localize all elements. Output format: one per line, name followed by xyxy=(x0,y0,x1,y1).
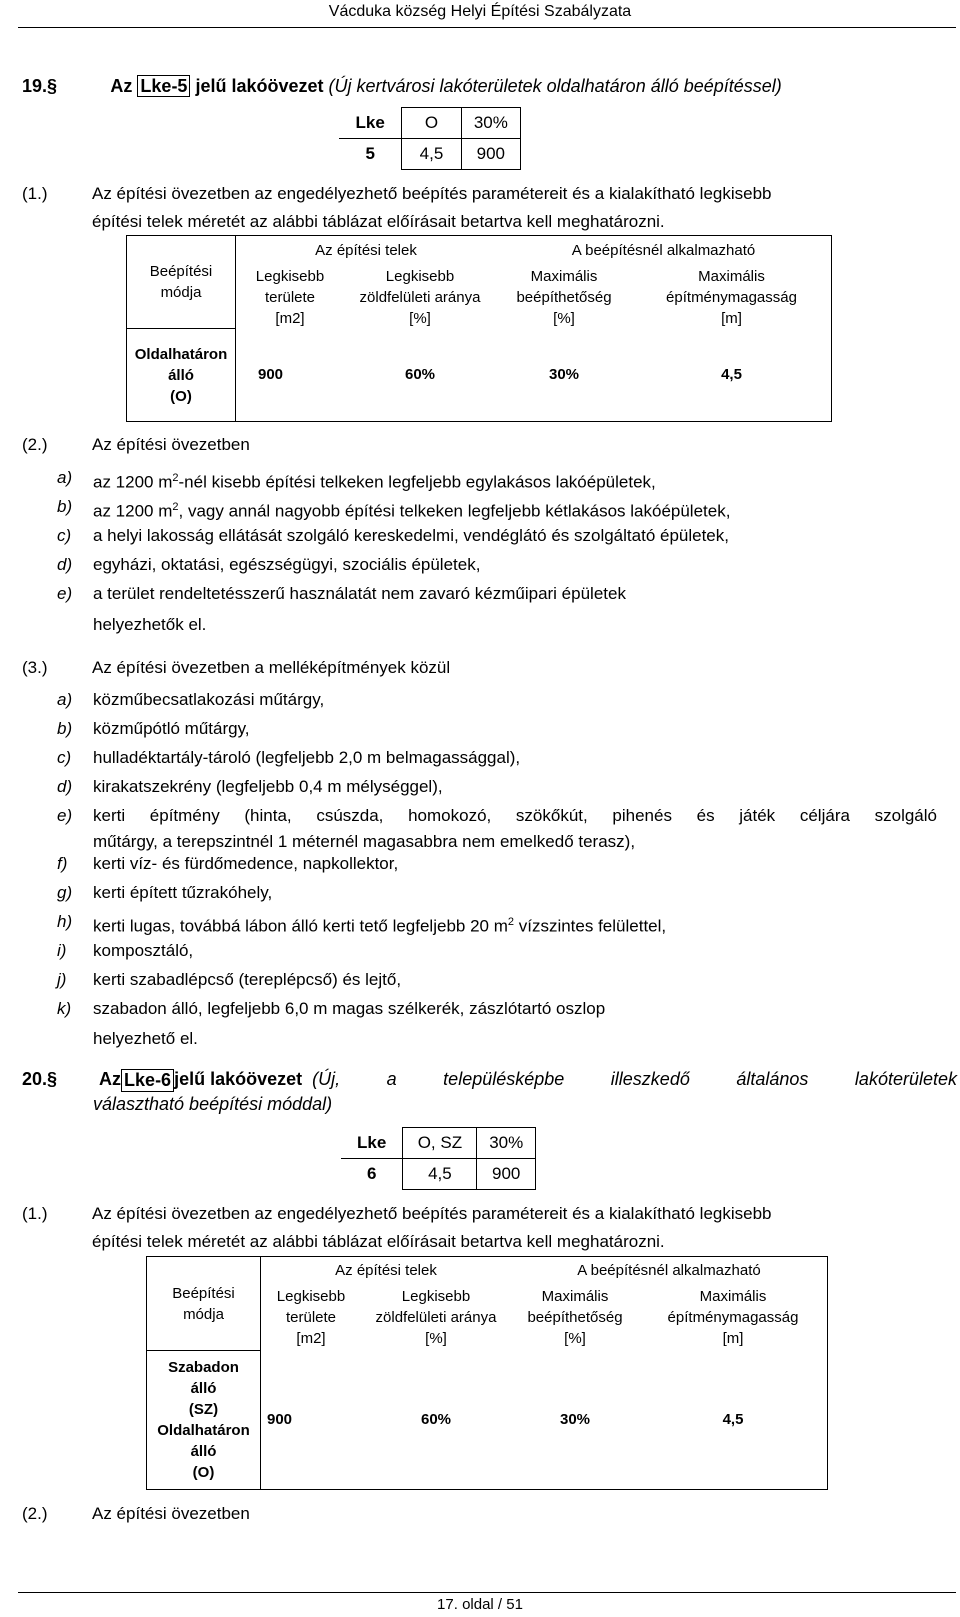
para-20-1-line-2: építési telek méretét az alábbi táblázat előírásait betartva kell meghatározni. xyxy=(92,1232,665,1251)
code-box-area: 900 xyxy=(461,139,520,170)
list-item-text: az 1200 $m^2$, vagy annál nagyobb építési telkeken legfeljebb kétlakásos lakóépületek, xyxy=(93,501,731,521)
height-cell: 4,5 xyxy=(632,329,832,422)
header-line: [%] xyxy=(553,309,575,327)
header-line: építménymagasság xyxy=(666,288,797,306)
list-item-text: egyházi, oktatási, egészségügyi, szociális épületek, xyxy=(93,555,481,574)
list-item xyxy=(57,522,937,550)
list-item-letter: g) xyxy=(57,883,73,902)
building-parameters-table-20 xyxy=(146,1256,828,1490)
section-19-title-pre: Az xyxy=(110,76,133,96)
mode-line: (O) xyxy=(192,1464,215,1481)
header-line: beépíthetőség xyxy=(516,288,612,306)
section-20-subtitle-1: (Új, a településképbe illeszkedő általános lakóterületek xyxy=(312,1069,957,1089)
para-20-1-number: (1.) xyxy=(22,1204,48,1223)
mode-line: Szabadon xyxy=(168,1359,239,1376)
code-box-key-1: Lke xyxy=(339,108,402,139)
header-line: Maximális xyxy=(530,267,598,285)
list-item-letter: e) xyxy=(57,584,73,603)
section-20-title-pre: Az xyxy=(99,1069,122,1089)
header-line: Maximális xyxy=(699,1288,767,1305)
col-green-ratio-header xyxy=(344,266,496,329)
list-item xyxy=(57,686,937,714)
code-box-coverage: 30% xyxy=(477,1128,536,1159)
footer-divider xyxy=(18,1592,956,1593)
list-item-text: közműpótló műtárgy, xyxy=(93,719,250,738)
para-20-2-number: (2.) xyxy=(22,1504,48,1523)
section-19-number: 19.§ xyxy=(22,76,58,96)
list-item-text: közműbecsatlakozási műtárgy, xyxy=(93,690,325,709)
header-line: [%] xyxy=(564,1330,586,1347)
zone-code-box-20 xyxy=(341,1127,536,1190)
list-item-text: az 1200 $m^2$-nél kisebb építési telkeken legfeljebb egylakásos lakóépületek, xyxy=(93,472,656,492)
list-item-text: kirakatszekrény (legfeljebb 0,4 m mélységgel), xyxy=(93,777,443,796)
header-line: Legkisebb xyxy=(401,1288,471,1305)
zone-code-box-19 xyxy=(339,107,521,170)
group-plot-header: Az építési telek xyxy=(236,236,497,266)
code-box-area: 900 xyxy=(477,1159,536,1190)
building-parameters-table-19 xyxy=(126,235,832,422)
list-item-letter: a) xyxy=(57,468,73,487)
group-building-header: A beépítésnél alkalmazható xyxy=(496,236,832,266)
list-item-letter: d) xyxy=(57,777,73,796)
header-line: területe xyxy=(285,1309,337,1326)
section-19-subtitle: (Új kertvárosi lakóterületek oldalhatáron álló beépítéssel) xyxy=(328,76,782,96)
para-19-1-line-1: Az építési övezetben az engedélyezhető beépítés paramétereit és a kialakítható legkisebb xyxy=(92,184,772,203)
section-19-heading xyxy=(22,76,782,97)
header-line: [m] xyxy=(721,309,742,327)
col-mode-header-line: Beépítési xyxy=(172,1284,235,1302)
code-box-height: 4,5 xyxy=(403,1159,477,1190)
coverage-cell: 30% xyxy=(511,1351,639,1490)
mode-line: Oldalhatáron xyxy=(134,345,228,363)
col-max-coverage-header xyxy=(496,266,632,329)
list-item-letter: a) xyxy=(57,690,73,709)
col-mode-header-line: módja xyxy=(160,284,202,301)
list-item-letter: i) xyxy=(57,941,67,960)
header-line: területe xyxy=(264,288,316,306)
mode-line: Oldalhatáron xyxy=(157,1422,250,1439)
code-box-key-2: 5 xyxy=(339,139,402,170)
list-item xyxy=(57,908,937,936)
list-item-letter: b) xyxy=(57,497,73,516)
list-item-text: kerti víz- és fürdőmedence, napkollektor, xyxy=(93,854,399,873)
list-item xyxy=(57,937,937,965)
header-line: Legkisebb xyxy=(255,267,325,285)
para-20-1-line-1: Az építési övezetben az engedélyezhető beépítés paramétereit és a kialakítható legkisebb xyxy=(92,1204,772,1223)
section-20-number: 20.§ xyxy=(22,1069,58,1089)
list-item xyxy=(57,995,937,1023)
green-ratio-cell: 60% xyxy=(361,1351,511,1490)
table-row xyxy=(127,329,832,422)
list-item-text: a terület rendeltetésszerű használatát nem zavaró kézműipari épületek xyxy=(93,584,626,603)
mode-line: álló xyxy=(168,366,194,384)
header-line: Maximális xyxy=(698,267,765,285)
mode-line: álló xyxy=(190,1380,217,1397)
header-line: zöldfelületi aránya xyxy=(375,1309,497,1326)
header-line: Maximális xyxy=(541,1288,609,1305)
section-19-title: jelű lakóövezet xyxy=(195,76,324,96)
list-item-text: szabadon álló, legfeljebb 6,0 m magas szélkerék, zászlótartó oszlop xyxy=(93,999,606,1018)
table-row xyxy=(147,1351,828,1490)
para-20-2-intro: Az építési övezetben xyxy=(92,1504,250,1523)
para-20-1-text xyxy=(92,1200,942,1256)
para-19-1-number: (1.) xyxy=(22,184,48,203)
para-19-2-intro: Az építési övezetben xyxy=(92,435,250,454)
col-min-area-header xyxy=(261,1285,362,1351)
group-plot-header: Az építési telek xyxy=(261,1257,512,1285)
header-line: [m] xyxy=(722,1330,744,1347)
height-cell: 4,5 xyxy=(639,1351,828,1490)
list-item-letter: f) xyxy=(57,854,68,873)
min-area-cell: 900 xyxy=(261,1351,362,1490)
para-19-2-end: helyezhetők el. xyxy=(93,615,207,634)
list-item-text: kerti épített tűzrakóhely, xyxy=(93,883,273,902)
col-mode-header-line: módja xyxy=(183,1305,224,1323)
header-line: Legkisebb xyxy=(385,267,455,285)
para-19-3-number: (3.) xyxy=(22,658,48,677)
list-item-text: komposztáló, xyxy=(93,941,194,960)
col-min-area-header xyxy=(236,266,345,329)
page-number: 17. oldal / 51 xyxy=(437,1596,523,1613)
mode-line: álló xyxy=(190,1443,217,1460)
code-box-mode: O xyxy=(402,108,461,139)
header-line: [%] xyxy=(409,309,431,327)
list-item xyxy=(57,850,937,878)
list-item-letter: e) xyxy=(57,806,73,825)
zone-code-lke5: Lke-5 xyxy=(137,75,190,97)
header-divider xyxy=(18,27,956,28)
header-line: [%] xyxy=(425,1330,447,1347)
col-green-ratio-header xyxy=(361,1285,511,1351)
para-19-3-intro: Az építési övezetben a melléképítmények közül xyxy=(92,658,451,677)
coverage-cell: 30% xyxy=(496,329,632,422)
list-item xyxy=(57,580,937,608)
mode-line: (SZ) xyxy=(188,1401,219,1418)
list-item xyxy=(57,493,937,521)
list-item-letter: d) xyxy=(57,555,73,574)
list-item-letter: c) xyxy=(57,526,72,545)
code-box-key-2: 6 xyxy=(341,1159,403,1190)
para-19-3-end: helyezhető el. xyxy=(93,1029,198,1048)
list-item-text: kerti szabadlépcső (tereplépcső) és lejtő, xyxy=(93,970,402,989)
list-item xyxy=(57,966,937,994)
col-max-height-header xyxy=(632,266,832,329)
header-line: zöldfelületi aránya xyxy=(359,288,481,306)
code-box-key-1: Lke xyxy=(341,1128,403,1159)
list-item-letter: h) xyxy=(57,912,73,931)
code-box-coverage: 30% xyxy=(461,108,520,139)
mode-cell xyxy=(147,1351,261,1490)
para-19-1-text xyxy=(92,180,942,236)
header-line: Legkisebb xyxy=(276,1288,346,1305)
page-header: Vácduka község Helyi Építési Szabályzata xyxy=(328,3,632,20)
col-max-height-header xyxy=(639,1285,828,1351)
list-item-text: hulladéktartály-tároló (legfeljebb 2,0 m belmagassággal), xyxy=(93,748,521,767)
list-item-letter: j) xyxy=(57,970,67,989)
mode-cell xyxy=(127,329,236,422)
green-ratio-cell: 60% xyxy=(344,329,496,422)
list-item xyxy=(57,715,937,743)
list-item xyxy=(57,551,937,579)
list-item-text: kerti lugas, továbbá lábon álló kerti tető legfeljebb 20 $m^2$ vízszintes felülettel, xyxy=(93,916,667,936)
col-mode-header xyxy=(147,1257,261,1351)
list-item xyxy=(57,879,937,907)
list-item xyxy=(57,744,937,772)
zone-code-lke6: Lke-6 xyxy=(121,1069,174,1092)
list-item-letter: c) xyxy=(57,748,72,767)
list-item xyxy=(57,464,937,492)
col-mode-header xyxy=(127,236,236,329)
list-item-text-cont: műtárgy, a terepszintnél 1 méternél magasabbra nem emelkedő terasz), xyxy=(93,832,636,851)
min-area-cell: 900 xyxy=(236,329,345,422)
section-20-heading xyxy=(22,1069,957,1115)
list-item-text: a helyi lakosság ellátását szolgáló kereskedelmi, vendéglátó és szolgáltató épületek, xyxy=(93,526,729,545)
list-item-text: kerti építmény (hinta, csúszda, homokozó, szökőkút, pihenés és játék céljára szolgáló xyxy=(93,806,937,825)
header-line: építménymagasság xyxy=(667,1309,799,1326)
list-item xyxy=(57,773,937,801)
para-19-2-number: (2.) xyxy=(22,435,48,454)
group-building-header: A beépítésnél alkalmazható xyxy=(511,1257,828,1285)
section-20-title: jelű lakóövezet xyxy=(174,1069,303,1089)
header-line: [m2] xyxy=(296,1330,326,1347)
para-19-1-line-2: építési telek méretét az alábbi táblázat előírásait betartva kell meghatározni. xyxy=(92,212,665,231)
section-20-subtitle-2: választható beépítési móddal) xyxy=(93,1094,333,1114)
col-mode-header-line: Beépítési xyxy=(149,263,213,280)
list-item-letter: k) xyxy=(57,999,72,1018)
col-max-coverage-header xyxy=(511,1285,639,1351)
header-line: beépíthetőség xyxy=(527,1309,623,1326)
code-box-mode: O, SZ xyxy=(403,1128,477,1159)
code-box-height: 4,5 xyxy=(402,139,461,170)
mode-line: (O) xyxy=(170,387,192,405)
header-line: [m2] xyxy=(275,309,305,327)
list-item-letter: b) xyxy=(57,719,73,738)
